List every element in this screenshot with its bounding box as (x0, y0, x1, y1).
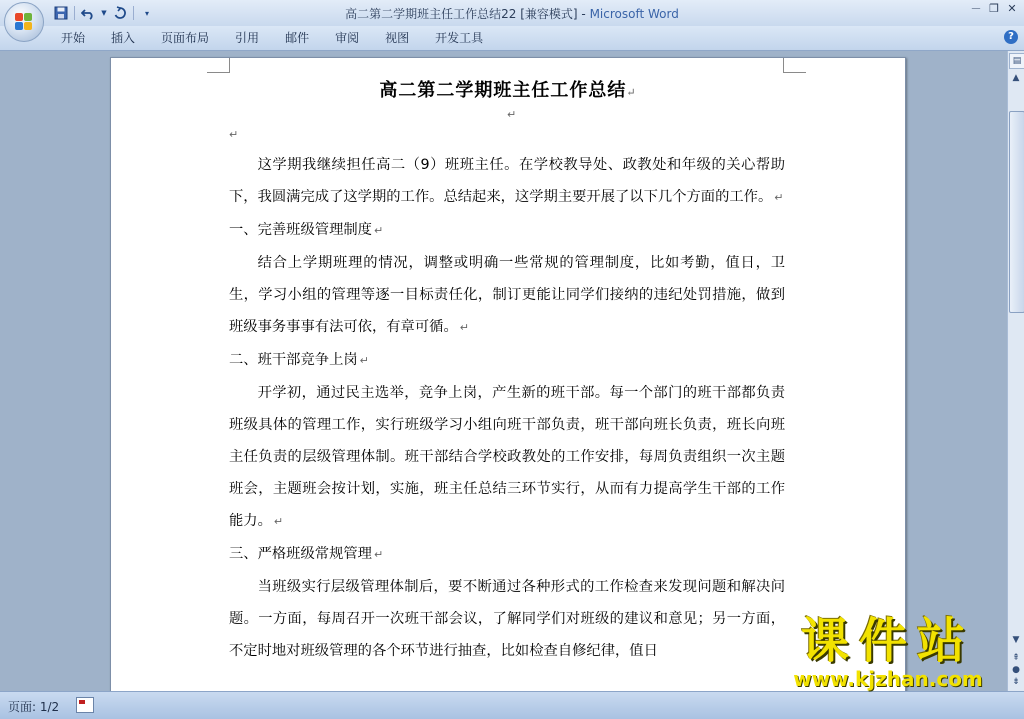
office-logo-icon (15, 13, 33, 31)
app-name: Microsoft Word (589, 7, 679, 21)
paragraph: 开学初，通过民主选举，竞争上岗，产生新的班干部。每一个部门的班干部都负责班级具体的管理工作，实行班级学习小组向班干部负责，班干部向班长负责，班长向班主任负责的层级管理体制。班干部结合学校政教处的工作安排，每周负责组织一次主题班会，主题班会按计划，实施，班主任总结三环节实行，从而有力提高学生干部的工作能力。 ↵ (229, 385, 785, 529)
site-watermark (772, 614, 1004, 694)
page-count[interactable]: 页面: 1/2 (8, 700, 60, 714)
restore-button[interactable]: ❐ (989, 2, 999, 15)
tab-developer[interactable]: 开发工具 (435, 31, 484, 45)
close-button[interactable]: ✕ (1007, 2, 1017, 15)
ribbon-tab-bar (0, 26, 1024, 51)
tab-mailings[interactable]: 邮件 (285, 31, 310, 45)
section-heading: 二、班干部竞争上岗 ↵ (229, 352, 369, 368)
tab-references[interactable]: 引用 (235, 31, 260, 45)
document-title (111, 76, 905, 102)
scroll-down-arrow-icon[interactable]: ▼ (1012, 635, 1020, 645)
paragraph: 结合上学期班理的情况，调整或明确一些常规的管理制度，比如考勤，值日，卫生，学习小组的管理等逐一目标责任化，制订更能让同学们接纳的违纪处罚措施，做到班级事务事事有法可依，有章可循。 ↵ (229, 255, 785, 335)
ribbon-tabs (48, 30, 496, 46)
undo-dropdown-icon[interactable]: ▼ (101, 9, 107, 17)
next-page-icon[interactable]: ⇟ (1012, 677, 1020, 687)
customize-qat-icon[interactable]: ▾ (144, 8, 149, 18)
tab-page-layout[interactable]: 页面布局 (161, 31, 210, 45)
scroll-thumb[interactable] (1009, 111, 1024, 313)
tab-home[interactable]: 开始 (61, 31, 86, 45)
minimize-button[interactable]: － (970, 2, 982, 15)
paragraph-mark: ↵ (229, 128, 239, 141)
tab-insert[interactable]: 插入 (111, 31, 136, 45)
view-ruler-icon[interactable]: ▤ (1009, 53, 1024, 69)
select-browse-object-icon[interactable]: ● (1012, 665, 1020, 675)
section-heading: 一、完善班级管理制度 ↵ (229, 222, 384, 238)
previous-page-icon[interactable]: ⇞ (1012, 653, 1020, 663)
help-icon[interactable]: ? (1004, 30, 1018, 44)
document-title-text: 高二第二学期班主任工作总结 (379, 80, 627, 101)
watermark-title: 课件站 (800, 613, 975, 669)
paragraph-mark: ↵ (507, 108, 517, 121)
paragraph: 这学期我继续担任高二（9）班班主任。在学校教导处、政教处和年级的关心帮助下，我圆满完成了这学期的工作。总结起来，这学期主要开展了以下几个方面的工作。 ↵ (229, 157, 785, 205)
document-name: 高二第二学期班主任工作总结22 [兼容模式] - (345, 7, 590, 21)
paragraph: 当班级实行层级管理体制后，要不断通过各种形式的工作检查来发现问题和解决问题。一方面，每周召开一次班干部会议，了解同学们对班级的建议和意见；另一方面，不定时地对班级管理的各个环节进行抽查，比如检查自修纪律，值日 (229, 579, 785, 659)
document-page[interactable] (110, 57, 906, 691)
proofing-status-icon[interactable] (76, 697, 94, 713)
watermark-url: www.kjzhan.com (793, 667, 983, 691)
title-bar (0, 0, 1024, 26)
paragraph-mark: ↵ (626, 86, 637, 99)
document-body (229, 149, 785, 667)
status-bar (0, 691, 1024, 719)
window-controls (968, 2, 1020, 16)
office-button[interactable] (4, 2, 44, 42)
vertical-scrollbar[interactable] (1007, 51, 1024, 691)
document-workspace (0, 51, 1007, 691)
section-heading: 三、严格班级常规管理 ↵ (229, 546, 384, 562)
tab-view[interactable]: 视图 (385, 31, 410, 45)
margin-corner-mark (783, 58, 806, 73)
margin-corner-mark (207, 58, 230, 73)
tab-review[interactable]: 审阅 (335, 31, 360, 45)
window-title (0, 5, 1024, 22)
scroll-up-arrow-icon[interactable]: ▲ (1012, 73, 1020, 83)
